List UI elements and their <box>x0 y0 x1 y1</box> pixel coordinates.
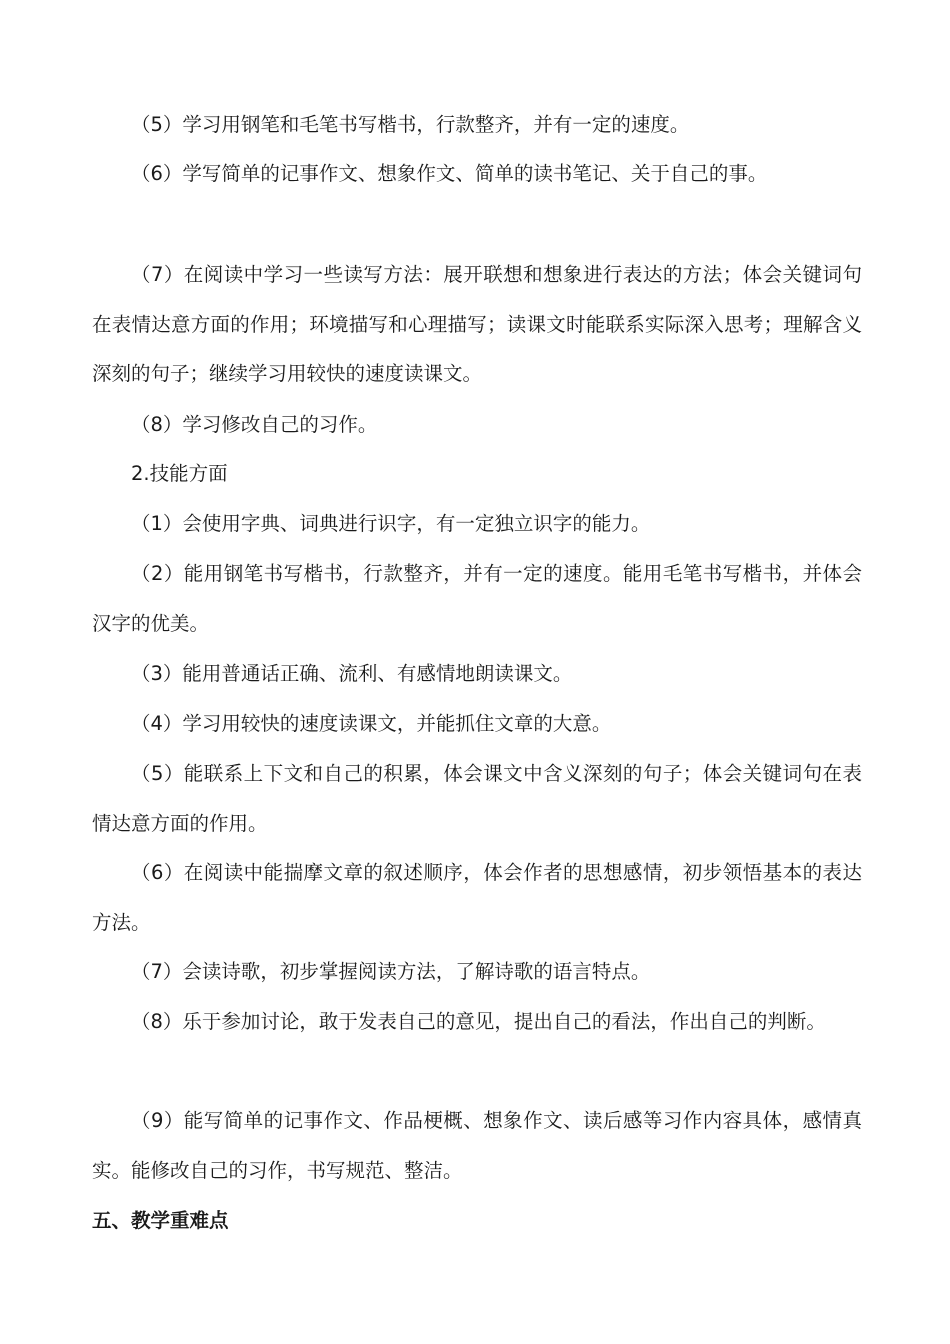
paragraph-goal-6: （6）学写简单的记事作文、想象作文、简单的读书笔记、关于自己的事。 <box>131 162 768 185</box>
paragraph-skill-1: （1）会使用字典、词典进行识字，有一定独立识字的能力。 <box>131 512 651 535</box>
paragraph-goal-5: （5）学习用钢笔和毛笔书写楷书，行款整齐，并有一定的速度。 <box>131 113 690 136</box>
paragraph-skill-2: （2）能用钢笔书写楷书，行款整齐，并有一定的速度。能用毛笔书写楷书，并体会汉字的优美。 <box>92 562 862 635</box>
section-heading-key-points: 五、教学重难点 <box>92 1209 229 1232</box>
paragraph-skill-7: （7）会读诗歌，初步掌握阅读方法，了解诗歌的语言特点。 <box>131 960 651 983</box>
paragraph-skill-3: （3）能用普通话正确、流利、有感情地朗读课文。 <box>131 662 573 685</box>
paragraph-skill-8: （8）乐于参加讨论，敢于发表自己的意见，提出自己的看法，作出自己的判断。 <box>131 1010 826 1033</box>
paragraph-goal-8: （8）学习修改自己的习作。 <box>131 413 378 436</box>
paragraph-goal-7: （7）在阅读中学习一些读写方法：展开联想和想象进行表达的方法；体会关键词句在表情达意方面的作用；环境描写和心理描写；读课文时能联系实际深入思考；理解含义深刻的句子；继续学习用较快的速度读课文。 <box>92 263 862 385</box>
paragraph-skill-9: （9）能写简单的记事作文、作品梗概、想象作文、读后感等习作内容具体，感情真实。能修改自己的习作，书写规范、整洁。 <box>92 1109 862 1182</box>
paragraph-skill-6: （6）在阅读中能揣摩文章的叙述顺序，体会作者的思想感情，初步领悟基本的表达方法。 <box>92 861 862 934</box>
paragraph-skill-4: （4）学习用较快的速度读课文，并能抓住文章的大意。 <box>131 712 612 735</box>
paragraph-skill-5: （5）能联系上下文和自己的积累，体会课文中含义深刻的句子；体会关键词句在表情达意方面的作用。 <box>92 762 862 835</box>
section-subheading-skills: 2.技能方面 <box>131 462 228 485</box>
